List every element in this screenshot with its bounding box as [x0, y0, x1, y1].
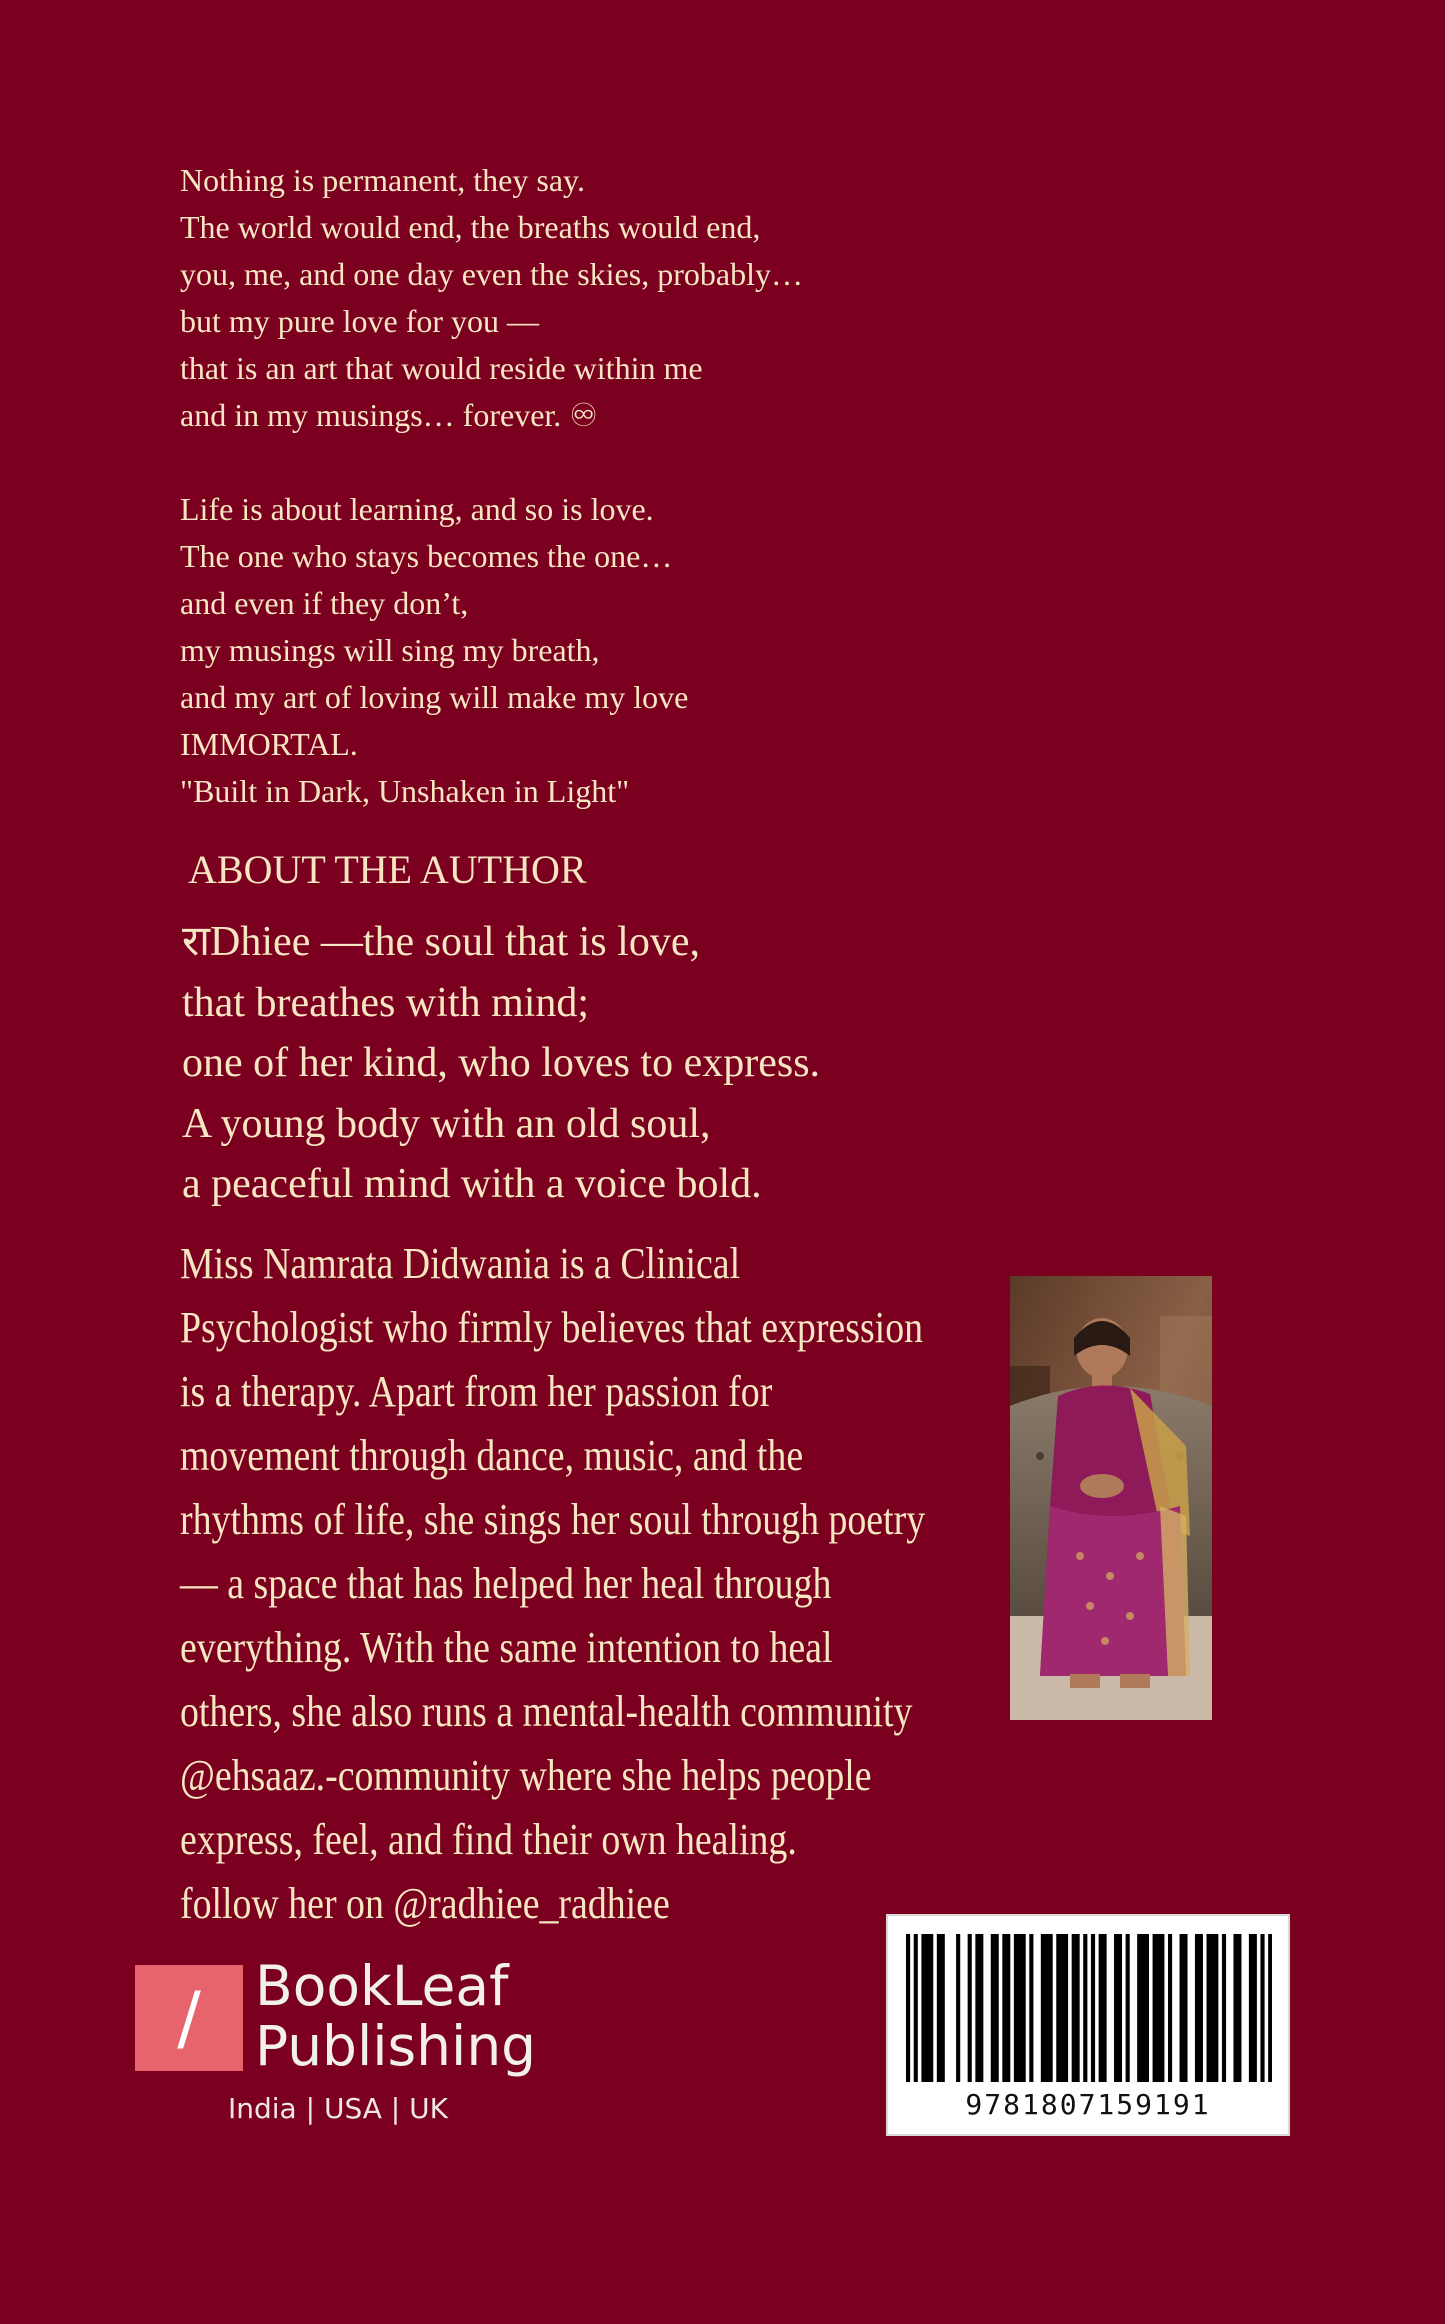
author-intro-verse — [182, 912, 820, 1215]
barcode-bar — [1214, 1934, 1218, 2082]
barcode-bar — [1064, 1934, 1068, 2082]
poem-line: Life is about learning, and so is love. — [180, 491, 654, 527]
barcode-bar — [1114, 1934, 1118, 2082]
barcode-bar — [937, 1934, 941, 2082]
bio-line: rhythms of life, she sings her soul through poetry — [180, 1495, 926, 1544]
barcode-bar — [921, 1934, 925, 2082]
bio-line: is a therapy. Apart from her passion for — [180, 1367, 773, 1416]
barcode-bar — [1049, 1934, 1053, 2082]
poem-line: but my pure love for you — — [180, 303, 540, 339]
poem-line: and even if they don’t, — [180, 585, 469, 621]
barcode-bar — [1153, 1934, 1157, 2082]
barcode-bar — [1183, 1934, 1187, 2082]
barcode-bar — [1006, 1934, 1010, 2082]
slash-icon: / — [177, 1977, 201, 2059]
poem-line: The one who stays becomes the one… — [180, 538, 673, 574]
publisher-name-line1: BookLeaf — [255, 1954, 509, 2018]
barcode-bar — [1260, 1934, 1264, 2082]
barcode-bar — [1126, 1934, 1130, 2082]
bio-line: — a space that has helped her heal through — [180, 1559, 832, 1608]
barcode-bar — [1118, 1934, 1122, 2082]
barcode-bars — [906, 1934, 1272, 2082]
barcode-bar — [1056, 1934, 1060, 2082]
barcode-bar — [1237, 1934, 1241, 2082]
barcode-bar — [1207, 1934, 1211, 2082]
barcode-bar — [1141, 1934, 1145, 2082]
barcode-bar — [1233, 1934, 1237, 2082]
barcode-bar — [975, 1934, 979, 2082]
barcode-bar — [1091, 1934, 1095, 2082]
barcode-bar — [1156, 1934, 1160, 2082]
poem-line: and in my musings… forever. ♾ — [180, 397, 598, 433]
barcode-bar — [956, 1934, 960, 2082]
barcode-bar — [1002, 1934, 1006, 2082]
barcode-bar — [1029, 1934, 1033, 2082]
poem-tagline: "Built in Dark, Unshaken in Light" — [180, 773, 630, 809]
barcode-bar — [1022, 1934, 1026, 2082]
bio-line: movement through dance, music, and the — [180, 1431, 804, 1480]
barcode-bar — [1210, 1934, 1214, 2082]
author-photo — [1010, 1276, 1212, 1720]
barcode-bar — [1018, 1934, 1022, 2082]
intro-line: a peaceful mind with a voice bold. — [182, 1161, 762, 1207]
isbn-number: 9781807159191 — [965, 2088, 1211, 2121]
barcode-bar — [1137, 1934, 1141, 2082]
stanza-break — [180, 439, 1080, 486]
bio-line: @ehsaaz.-community where she helps people — [180, 1751, 872, 1800]
barcode-bar — [1060, 1934, 1064, 2082]
barcode-bar — [1199, 1934, 1203, 2082]
barcode-bar — [995, 1934, 999, 2082]
barcode-bar — [968, 1934, 972, 2082]
barcode-bar — [1076, 1934, 1080, 2082]
intro-line: A young body with an old soul, — [182, 1100, 711, 1147]
barcode-bar — [1222, 1934, 1226, 2082]
barcode-bar — [979, 1934, 983, 2082]
barcode-bar — [1195, 1934, 1199, 2082]
poem-line: IMMORTAL. — [180, 726, 358, 762]
bio-line: Psychologist who firmly believes that expression — [180, 1303, 924, 1352]
barcode-bar — [1102, 1934, 1106, 2082]
barcode-bar — [906, 1934, 910, 2082]
barcode-bar — [1249, 1934, 1253, 2082]
barcode-bar — [1253, 1934, 1257, 2082]
intro-line: one of her kind, who loves to express. — [182, 1040, 821, 1086]
back-cover-poem — [180, 157, 1080, 815]
poem-line: and my art of loving will make my love — [180, 679, 689, 715]
poem-line: Nothing is permanent, they say. — [180, 162, 585, 198]
bio-line: follow her on @radhiee_radhiee — [180, 1879, 670, 1928]
barcode-bar — [1072, 1934, 1076, 2082]
barcode-bar — [1014, 1934, 1018, 2082]
publisher-countries: India | USA | UK — [228, 2092, 448, 2125]
barcode-bar — [1160, 1934, 1164, 2082]
barcode-bar — [991, 1934, 995, 2082]
barcode-bar — [1041, 1934, 1045, 2082]
barcode-bar — [1180, 1934, 1184, 2082]
author-bio — [180, 1232, 1010, 1936]
barcode-bar — [929, 1934, 933, 2082]
barcode-bar — [1168, 1934, 1172, 2082]
isbn-barcode — [886, 1914, 1290, 2136]
barcode-bar — [1099, 1934, 1103, 2082]
poem-line: that is an art that would reside within me — [180, 350, 703, 386]
intro-line: राDhiee —the soul that is love, — [182, 919, 700, 965]
intro-line: that breathes with mind; — [182, 979, 590, 1026]
barcode-bar — [1045, 1934, 1049, 2082]
bio-line: others, she also runs a mental-health community — [180, 1687, 913, 1736]
barcode-bar — [1268, 1934, 1272, 2082]
publisher-name — [255, 1956, 536, 2076]
bookleaf-logo-mark — [135, 1965, 243, 2071]
poem-line: The world would end, the breaths would end, — [180, 209, 761, 245]
barcode-bar — [1145, 1934, 1149, 2082]
barcode-bar — [925, 1934, 929, 2082]
barcode-bar — [941, 1934, 945, 2082]
poem-line: you, me, and one day even the skies, probably… — [180, 256, 803, 292]
barcode-bar — [1083, 1934, 1087, 2082]
barcode-bar — [914, 1934, 918, 2082]
bio-line: Miss Namrata Didwania is a Clinical — [180, 1239, 741, 1288]
about-author-heading: ABOUT THE AUTHOR — [188, 847, 587, 892]
bio-line: express, feel, and find their own healing. — [180, 1815, 797, 1864]
publisher-name-line2: Publishing — [255, 2014, 537, 2078]
poem-line: my musings will sing my breath, — [180, 632, 600, 668]
bio-line: everything. With the same intention to heal — [180, 1623, 833, 1672]
